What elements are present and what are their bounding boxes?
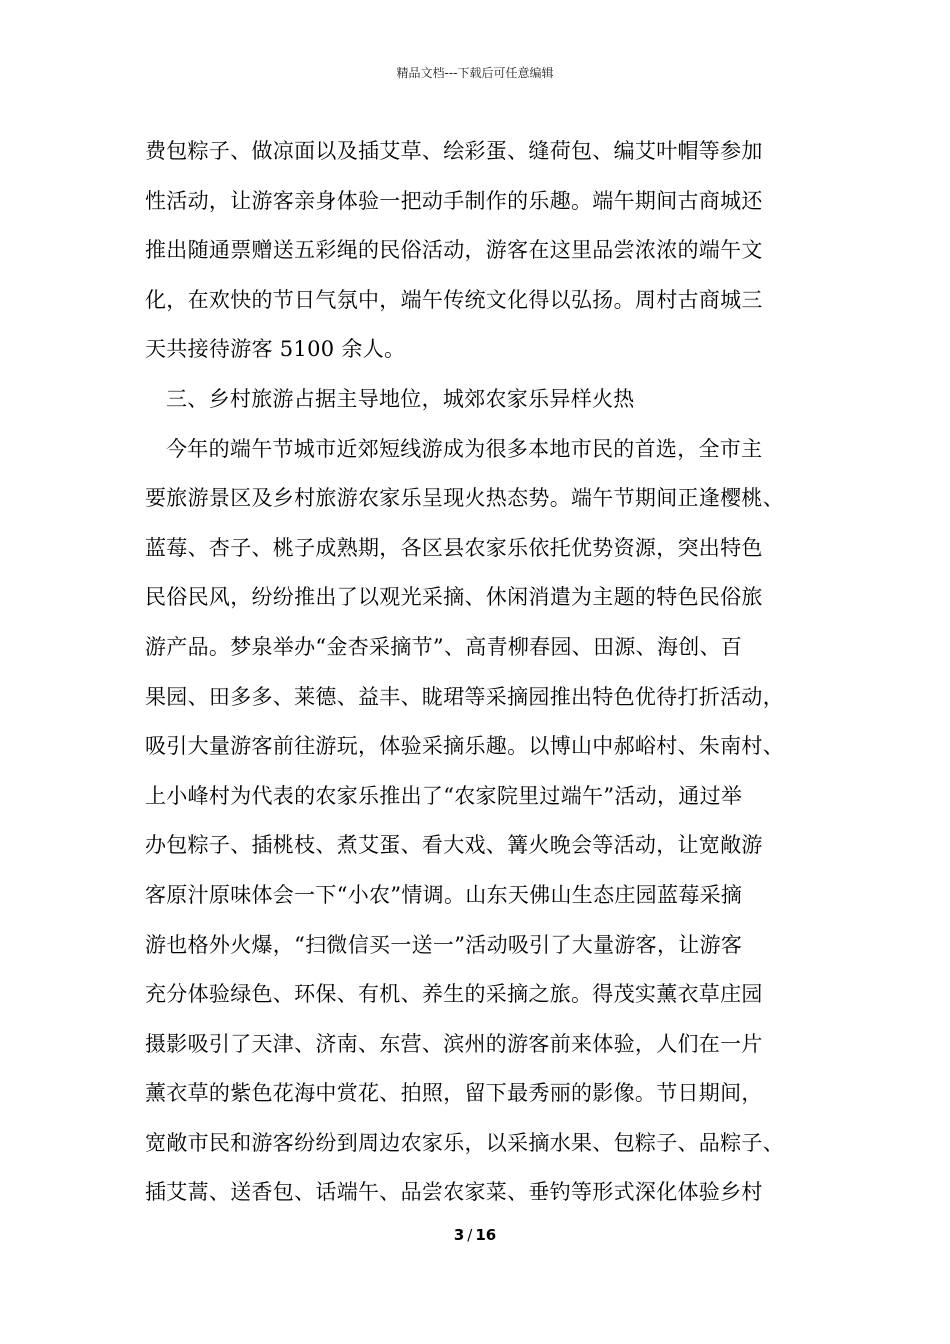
page-header: 精品文档---下载后可任意编辑 bbox=[396, 66, 554, 80]
paragraph-continued bbox=[145, 127, 825, 375]
text-line: 吸引大量游客前往游玩，体验采摘乐趣。以博山中郝峪村、朱南村、 bbox=[145, 734, 784, 759]
text-line: 游产品。梦泉举办“金杏采摘节”、高青柳春园、田源、海创、百 bbox=[145, 634, 743, 659]
text-line: 民俗民风，纷纷推出了以观光采摘、休闲消遣为主题的特色民俗旅 bbox=[145, 585, 763, 610]
text-line: 要旅游景区及乡村旅游农家乐呈现火热态势。端午节期间正逢樱桃、 bbox=[145, 486, 784, 511]
text-line: 推出随通票赠送五彩绳的民俗活动，游客在这里品尝浓浓的端午文 bbox=[145, 238, 763, 263]
text-line: 化，在欢快的节日气氛中，端午传统文化得以弘扬。周村古商城三 bbox=[145, 287, 763, 312]
paragraph-rural-tourism bbox=[145, 425, 825, 1219]
total-pages-number: 16 bbox=[475, 1226, 497, 1244]
text-line: 宽敞市民和游客纷纷到周边农家乐，以采摘水果、包粽子、品粽子、 bbox=[145, 1130, 784, 1155]
text-line: 充分体验绿色、环保、有机、养生的采摘之旅。得茂实薰衣草庄园 bbox=[145, 982, 763, 1007]
page-separator: / bbox=[467, 1226, 473, 1244]
section-heading: 三、乡村旅游占据主导地位，城郊农家乐异样火热 bbox=[166, 386, 635, 411]
text-line: 客原汁原味体会一下“小农”情调。山东天佛山生态庄园蓝莓采摘 bbox=[145, 882, 743, 907]
text-line: 今年的端午节城市近郊短线游成为很多本地市民的首选，全市主 bbox=[166, 436, 763, 461]
text-line: 摄影吸引了天津、济南、东营、滨州的游客前来体验，人们在一片 bbox=[145, 1031, 763, 1056]
text-line: 费包粽子、做凉面以及插艾草、绘彩蛋、缝荷包、编艾叶帽等参加 bbox=[145, 139, 763, 163]
current-page-number: 3 bbox=[453, 1226, 465, 1244]
text-line: 天共接待游客 5100 余人。 bbox=[145, 337, 406, 362]
text-line: 蓝莓、杏子、桃子成熟期，各区县农家乐依托优势资源，突出特色 bbox=[145, 535, 763, 560]
text-line: 插艾蒿、送香包、话端午、品尝农家菜、垂钓等形式深化体验乡村 bbox=[145, 1180, 763, 1205]
text-line: 办包粽子、插桃枝、煮艾蛋、看大戏、篝火晚会等活动，让宽敞游 bbox=[145, 833, 763, 858]
text-line: 性活动，让游客亲身体验一把动手制作的乐趣。端午期间古商城还 bbox=[145, 188, 763, 213]
text-line: 游也格外火爆，“扫微信买一送一”活动吸引了大量游客，让游客 bbox=[145, 932, 743, 957]
text-line: 上小峰村为代表的农家乐推出了“农家院里过端午”活动，通过举 bbox=[145, 783, 743, 808]
text-line: 薰衣草的紫色花海中赏花、拍照，留下最秀丽的影像。节日期间， bbox=[145, 1081, 763, 1106]
document-body bbox=[145, 127, 825, 1218]
page-number bbox=[0, 1226, 950, 1244]
text-line: 果园、田多多、莱德、益丰、眬珺等采摘园推出特色优待打折活动， bbox=[145, 684, 784, 709]
